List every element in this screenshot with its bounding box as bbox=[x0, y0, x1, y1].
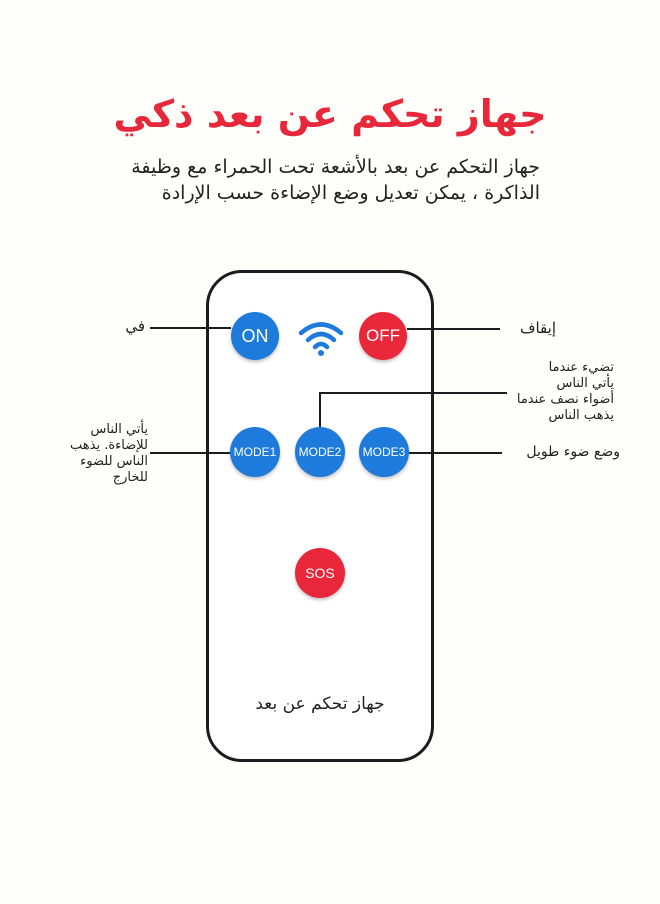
mode3-button[interactable] bbox=[359, 427, 409, 477]
mode2-button[interactable] bbox=[295, 427, 345, 477]
mode3-button-label: MODE3 bbox=[362, 445, 406, 459]
mode2-callout-vline bbox=[319, 392, 321, 427]
remote-label: جهاز تحكم عن بعد bbox=[255, 694, 385, 714]
mode2-callout-hline bbox=[319, 392, 507, 394]
on-callout-line bbox=[150, 327, 231, 329]
off-button-label: OFF bbox=[366, 326, 400, 345]
mode3-callout-line bbox=[409, 452, 502, 454]
mode1-callout-line bbox=[150, 452, 230, 454]
mode1-button-label: MODE1 bbox=[233, 445, 277, 459]
sos-button[interactable] bbox=[295, 548, 345, 598]
page-description: جهاز التحكم عن بعد بالأشعة تحت الحمراء مع وظيفة الذاكرة ، يمكن تعديل وضع الإضاءة حسب الإرادة bbox=[131, 156, 540, 204]
off-callout-text: إيقاف bbox=[519, 319, 556, 337]
mode1-button[interactable] bbox=[230, 427, 280, 477]
mode2-callout-text: تضيء عندما يأتي الناس أضواء نصف عندما يذهب الناس bbox=[516, 360, 614, 423]
mode2-button-label: MODE2 bbox=[298, 445, 342, 459]
page-title: جهاز تحكم عن بعد ذكي bbox=[113, 92, 547, 136]
mode3-callout-text: وضع ضوء طويل bbox=[526, 444, 620, 460]
wifi-signal-icon bbox=[296, 318, 346, 358]
mode1-callout-text: يأتي الناس للإضاءة. يذهب الناس للضوء للخارج bbox=[70, 422, 148, 485]
on-button-label: ON bbox=[241, 325, 269, 346]
off-button[interactable] bbox=[359, 312, 407, 360]
sos-button-label: SOS bbox=[305, 565, 335, 581]
on-callout-text: في bbox=[125, 317, 145, 335]
off-callout-line bbox=[407, 328, 500, 330]
on-button[interactable] bbox=[231, 312, 279, 360]
